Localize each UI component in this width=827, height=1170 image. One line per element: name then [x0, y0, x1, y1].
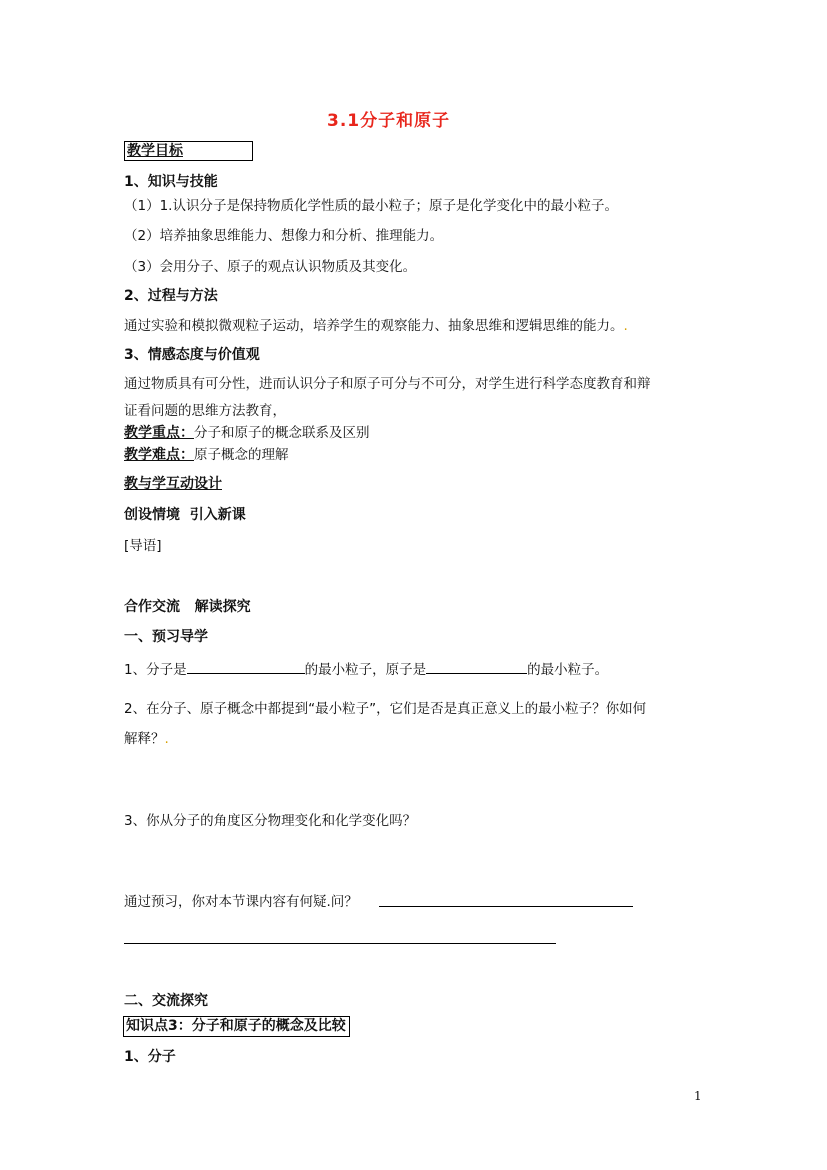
question-2-text: 解释？	[124, 731, 165, 747]
question-2-line2	[124, 727, 169, 747]
key-point	[124, 421, 370, 442]
key-point-text: 分子和原子的概念联系及区别	[194, 425, 370, 441]
objectives-heading-box	[124, 141, 253, 161]
objectives-heading: 教学目标	[127, 143, 183, 159]
question-2-trail: .	[164, 731, 169, 747]
question-1-blank-1[interactable]	[187, 659, 305, 674]
difficult-point	[124, 443, 289, 464]
question-3: 3、你从分子的角度区分物理变化和化学变化吗？	[124, 813, 417, 829]
section1-heading: 1、知识与技能	[124, 174, 218, 190]
explore-heading: 合作交流 解读探究	[124, 599, 251, 615]
knowledge-point-heading: 知识点3：分子和原子的概念及比较	[126, 1018, 346, 1034]
objective-item-3: （3）会用分子、原子的观点认识物质及其变化。	[124, 259, 417, 275]
question-1-part-c: 的最小粒子。	[527, 662, 609, 678]
question-1-blank-2[interactable]	[426, 659, 527, 674]
discuss-heading: 二、交流探究	[124, 993, 208, 1009]
intro-heading: 创设情境 引入新课	[124, 507, 246, 523]
design-heading: 教与学互动设计	[124, 476, 222, 492]
question-1-part-b: 的最小粒子，原子是	[304, 662, 427, 678]
key-point-label: 教学重点：	[124, 425, 194, 441]
doubt-answer-line-2[interactable]	[124, 943, 556, 944]
page-title: 3.1分子和原子	[327, 111, 451, 131]
question-1	[124, 658, 608, 678]
difficult-point-label: 教学难点：	[124, 447, 194, 463]
objective-item-2: （2）培养抽象思维能力、想像力和分析、推理能力。	[124, 228, 444, 244]
page-number: 1	[694, 1089, 702, 1103]
section2-text	[124, 314, 628, 334]
section2-heading: 2、过程与方法	[124, 288, 218, 304]
objective-item-1: （1）1.认识分子是保持物质化学性质的最小粒子；原子是化学变化中的最小粒子。	[124, 198, 618, 214]
doubt-prompt: 通过预习，你对本节课内容有何疑.问？	[124, 894, 358, 910]
question-1-part-a: 1、分子是	[124, 662, 187, 678]
guide-label: [导语]	[124, 538, 162, 554]
section2-trail: .	[623, 318, 628, 334]
preview-heading: 一、预习导学	[124, 629, 208, 645]
section3-heading: 3、情感态度与价值观	[124, 347, 260, 363]
knowledge-point-box	[123, 1016, 350, 1037]
section3-line2: 证看问题的思维方法教育，	[124, 403, 286, 419]
section2-body: 通过实验和模拟微观粒子运动，培养学生的观察能力、抽象思维和逻辑思维的能力。	[124, 318, 624, 334]
section3-line1: 通过物质具有可分性，进而认识分子和原子可分与不可分，对学生进行科学态度教育和辩	[124, 376, 651, 392]
doubt-answer-line-1[interactable]	[379, 906, 633, 907]
sub-heading-molecule: 1、分子	[124, 1049, 176, 1065]
question-2-line1: 2、在分子、原子概念中都提到“最小粒子”，它们是否是真正意义上的最小粒子？你如何	[124, 701, 647, 717]
difficult-point-text: 原子概念的理解	[194, 447, 289, 463]
